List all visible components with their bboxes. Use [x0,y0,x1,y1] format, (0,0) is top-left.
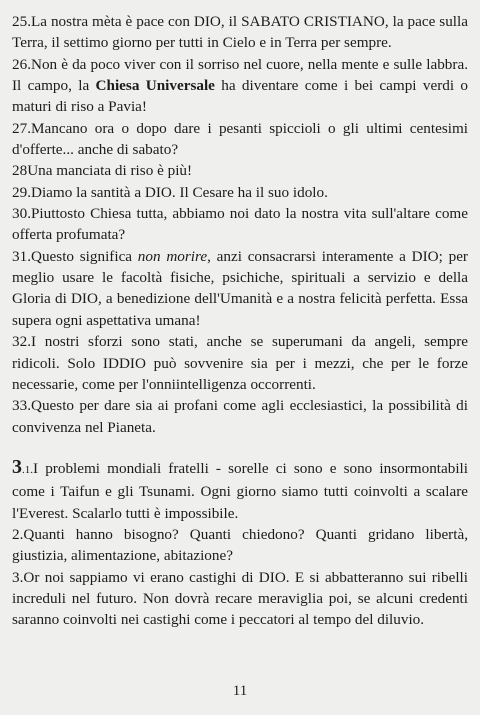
paragraph-29: 29.Diamo la santità a DIO. Il Cesare ha il suo idolo. [12,183,328,201]
section-3-paragraph-3: 3.Or noi sappiamo vi erano castighi di DIO. E si abbatteranno sui ribelli increduli nel futuro. Non dovrà recare meraviglia poi, se alcuni credenti saranno coinvolti nei castighi come i peccatori al tempo del diluvio. [12,568,468,629]
paragraph-26-text-b: ha diventare come i bei campi verdi o maturi di riso a Pavia! [12,77,468,116]
paragraph-26 [12,54,468,118]
body-text [12,11,468,631]
paragraph-26-text-a: 26.Non è da poco viver con il sorriso nel cuore, nella mente e sulle labbra. Il campo, la [12,55,468,95]
paragraph-30: 30.Piuttosto Chiesa tutta, abbiamo noi dato la nostra vita sull'altare come offerta profumata? [12,205,468,244]
section-3-paragraph-1-text: I problemi mondiali fratelli - sorelle ci sono e sono insormontabili come i Taifun e gli Tsunami. Ogni giorno siamo tutti coinvolti a scalare l'Everest. Scalarlo tutti è impossibile. [12,459,468,522]
paragraph-31-text-a: 31.Questo significa [12,247,138,265]
paragraph-31-italic: non morire [137,247,208,265]
section-3-subnumber: .1. [22,463,33,476]
paragraph-31-text-b: , anzi consacrarsi interamente a DIO; per meglio usare le facoltà fisiche, psichiche, spirituali a servizio e della Gloria di DIO, a benedizione dell'Umanità e a nostra felicità perfetta. Essa supera ogni aspettativa umana! [12,247,468,329]
section-3-paragraph-1 [12,457,468,524]
page-number: 11 [232,683,248,699]
paragraph-33: 33.Questo per dare sia ai profani come agli ecclesiastici, la possibilità di convivenza nel Pianeta. [12,397,468,436]
paragraph-25: 25.La nostra mèta è pace con DIO, il SABATO CRISTIANO, la pace sulla Terra, il settimo giorno per tutti in Cielo e in Terra per sempre. [12,13,468,52]
paragraph-31 [12,246,468,331]
section-gap [12,438,468,457]
section-3-paragraph-2: 2.Quanti hanno bisogno? Quanti chiedono? Quanti gridano libertà, giustizia, alimentazione, abitazione? [12,525,468,565]
paragraph-28: 28Una manciata di riso è più! [12,162,193,180]
paragraph-27: 27.Mancano ora o dopo dare i pesanti spiccioli o gli ultimi centesimi d'offerte... anche di sabato? [12,119,468,159]
paragraph-32: 32.I nostri sforzi sono stati, anche se superumani da angeli, sempre ridicoli. Solo IDDIO può sovvenire sia per i mezzi, che per le forze necessarie, come per l'onniintelligenza occorrenti. [12,333,468,393]
section-3-number: 3 [12,455,22,478]
paragraph-26-bold: Chiesa Universale [95,77,215,95]
